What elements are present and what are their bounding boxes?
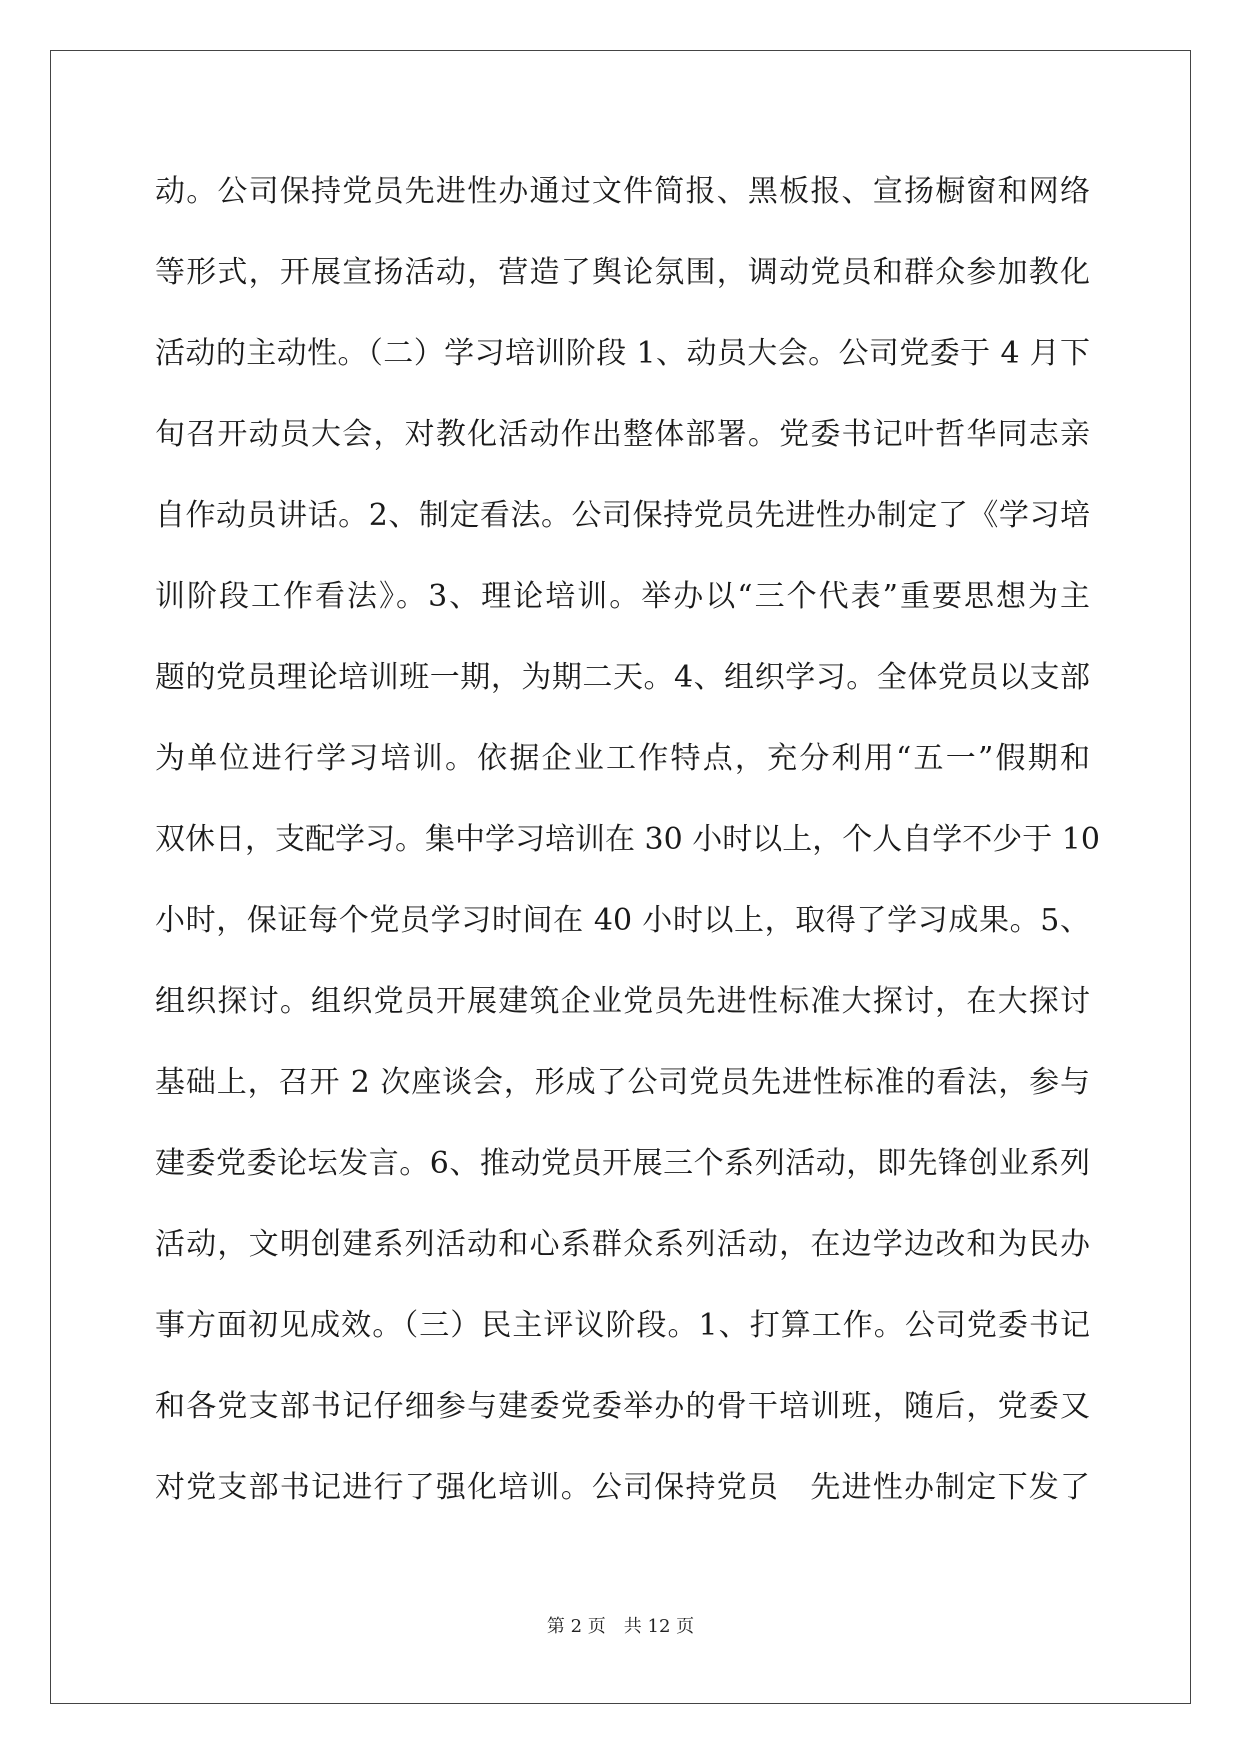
text-line: 建委党委论坛发言。6、推动党员开展三个系列活动，即先锋创业系列 bbox=[155, 1146, 1090, 1181]
page-total: 共 12 页 bbox=[623, 1616, 695, 1637]
text-line: 训阶段工作看法》。3、理论培训。举办以“三个代表”重要思想为主 bbox=[155, 579, 1090, 614]
text-line: 为单位进行学习培训。依据企业工作特点，充分利用“五一”假期和 bbox=[155, 741, 1090, 776]
text-line: 等形式，开展宣扬活动，营造了舆论氛围，调动党员和群众参加教化 bbox=[155, 255, 1090, 290]
page-footer bbox=[0, 1612, 1241, 1638]
text-line: 组织探讨。组织党员开展建筑企业党员先进性标准大探讨，在大探讨 bbox=[155, 984, 1090, 1019]
text-line: 事方面初见成效。（三）民主评议阶段。1、打算工作。公司党委书记 bbox=[155, 1308, 1090, 1343]
page-number: 第 2 页 bbox=[546, 1616, 606, 1637]
text-line: 活动，文明创建系列活动和心系群众系列活动，在边学边改和为民办 bbox=[155, 1227, 1090, 1262]
text-line: 旬召开动员大会，对教化活动作出整体部署。党委书记叶哲华同志亲 bbox=[155, 417, 1090, 452]
text-line: 自作动员讲话。2、制定看法。公司保持党员先进性办制定了《学习培 bbox=[155, 498, 1090, 533]
document-body bbox=[155, 160, 1100, 1537]
text-line: 双休日，支配学习。集中学习培训在 30 小时以上，个人自学不少于 10 bbox=[155, 822, 1100, 857]
text-line: 基础上，召开 2 次座谈会，形成了公司党员先进性标准的看法，参与 bbox=[155, 1065, 1090, 1100]
text-line: 和各党支部书记仔细参与建委党委举办的骨干培训班，随后，党委又 bbox=[155, 1389, 1090, 1424]
text-line: 题的党员理论培训班一期，为期二天。4、组织学习。全体党员以支部 bbox=[155, 660, 1090, 695]
text-line: 对党支部书记进行了强化培训。公司保持党员 先进性办制定下发了 bbox=[155, 1470, 1090, 1505]
text-line: 活动的主动性。（二）学习培训阶段 1、动员大会。公司党委于 4 月下 bbox=[155, 336, 1090, 371]
text-line: 动。公司保持党员先进性办通过文件简报、黑板报、宣扬橱窗和网络 bbox=[155, 174, 1090, 209]
text-line: 小时，保证每个党员学习时间在 40 小时以上，取得了学习成果。5、 bbox=[155, 903, 1090, 938]
